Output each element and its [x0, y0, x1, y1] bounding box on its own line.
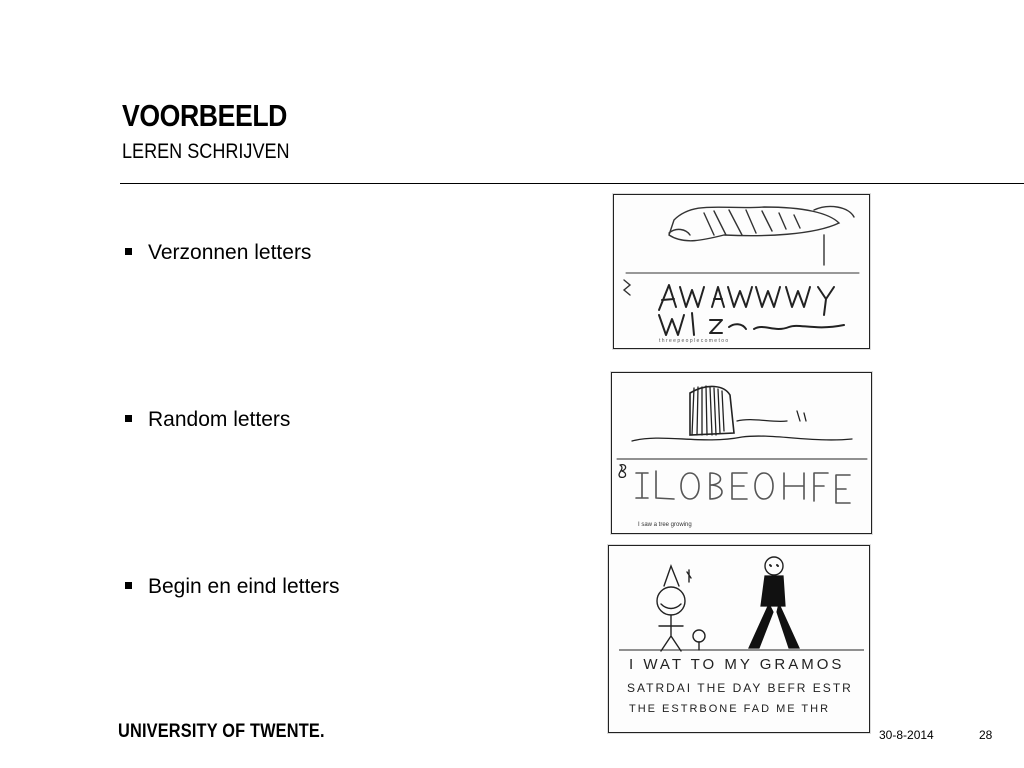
drawing-sketch-2 — [612, 373, 871, 533]
child-drawing-begin-end-letters — [608, 545, 870, 733]
slide-page-number: 28 — [979, 728, 993, 742]
bullet-marker — [125, 415, 132, 422]
drawing-sketch-3 — [609, 546, 869, 732]
slide-title: VOORBEELD — [122, 98, 287, 133]
drawing-text-line-3: THE ESTRBONE FAD ME THR — [629, 703, 831, 715]
drawing-sketch-1 — [614, 195, 869, 348]
child-drawing-random-letters — [611, 372, 872, 534]
bullet-marker — [125, 248, 132, 255]
drawing-text-line-1: I WAT TO MY GRAMOS — [629, 656, 845, 673]
bullet-item-3 — [125, 574, 339, 600]
bullet-item-2 — [125, 407, 290, 433]
bullet-item-1 — [125, 240, 311, 266]
bullet-label: Verzonnen letters — [148, 241, 312, 264]
bullet-marker — [125, 582, 132, 589]
drawing-caption: I saw a tree growing — [638, 522, 692, 528]
svg-text:t h r e e p e o p l e c o m: t h r e e p e o p l e c o m e t o o — [659, 338, 729, 344]
title-divider — [120, 183, 1024, 184]
bullet-label: Random letters — [148, 408, 291, 431]
university-logo: UNIVERSITY OF TWENTE. — [118, 721, 325, 742]
bullet-label: Begin en eind letters — [148, 575, 340, 598]
slide-subtitle: LEREN SCHRIJVEN — [122, 140, 290, 163]
child-drawing-invented-letters — [613, 194, 870, 349]
slide-date: 30-8-2014 — [879, 728, 934, 742]
drawing-text-line-2: SATRDAI THE DAY BEFR ESTR — [627, 681, 853, 695]
